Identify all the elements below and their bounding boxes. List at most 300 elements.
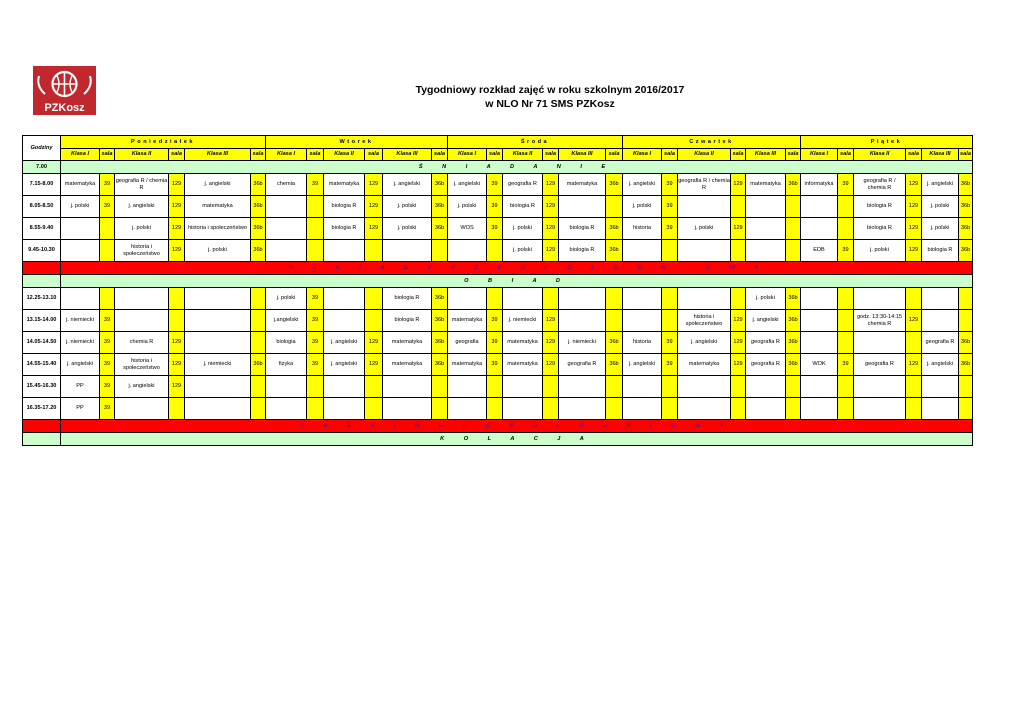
subject-cell: [922, 376, 959, 398]
class-header: Klasa II: [678, 149, 731, 161]
room-cell: 129: [169, 218, 185, 240]
room-cell: [251, 398, 266, 420]
subject-cell: j. niemiecki: [559, 332, 606, 354]
room-cell: 36b: [251, 218, 266, 240]
subject-cell: j. polski: [185, 240, 251, 262]
room-cell: [606, 288, 623, 310]
subject-cell: j. angielski: [922, 174, 959, 196]
time-cell: 7.15-8.00: [23, 174, 61, 196]
room-cell: [959, 288, 973, 310]
subject-cell: [503, 398, 543, 420]
subject-cell: WOK: [801, 354, 838, 376]
subject-cell: matematyka: [559, 174, 606, 196]
subject-cell: [559, 310, 606, 332]
band-row: [23, 433, 973, 446]
class-header: sala: [731, 149, 746, 161]
subject-cell: [801, 398, 838, 420]
room-cell: [838, 288, 854, 310]
subject-cell: biologia R: [854, 218, 906, 240]
subject-cell: j. polski: [448, 196, 487, 218]
room-cell: 39: [487, 310, 503, 332]
time-cell: [23, 433, 61, 446]
room-cell: 129: [365, 354, 383, 376]
subject-cell: historia: [623, 332, 662, 354]
room-cell: [169, 310, 185, 332]
subject-cell: [922, 398, 959, 420]
schedule-table: [22, 135, 973, 446]
room-cell: 129: [906, 174, 922, 196]
room-cell: 129: [731, 174, 746, 196]
room-cell: 36b: [432, 196, 448, 218]
band-row: [23, 420, 973, 433]
subject-cell: j. polski: [266, 288, 307, 310]
class-header: sala: [251, 149, 266, 161]
time-cell: 16.35-17.20: [23, 398, 61, 420]
subject-cell: biologia R: [324, 218, 365, 240]
room-cell: 39: [487, 332, 503, 354]
subject-cell: [266, 196, 307, 218]
room-cell: 129: [169, 354, 185, 376]
room-cell: 39: [662, 332, 678, 354]
room-cell: [307, 218, 324, 240]
room-cell: 39: [100, 376, 115, 398]
room-cell: [432, 376, 448, 398]
class-header: Klasa I: [61, 149, 100, 161]
subject-cell: j. angielski: [623, 354, 662, 376]
room-cell: 39: [838, 240, 854, 262]
subject-cell: matematyka: [383, 354, 432, 376]
training-band: T R E N I N G P O P O Ł U D N I O W Y: [61, 420, 973, 433]
subject-cell: geografia R: [559, 354, 606, 376]
room-cell: 36b: [786, 288, 801, 310]
class-header: Klasa II: [854, 149, 906, 161]
time-cell: [23, 275, 61, 288]
room-cell: 129: [543, 310, 559, 332]
class-header: sala: [365, 149, 383, 161]
room-cell: 36b: [251, 196, 266, 218]
room-cell: [906, 398, 922, 420]
subject-cell: PP: [61, 398, 100, 420]
room-cell: 36b: [959, 354, 973, 376]
room-cell: [731, 240, 746, 262]
room-cell: 39: [487, 218, 503, 240]
room-cell: [662, 240, 678, 262]
room-cell: [432, 240, 448, 262]
room-cell: [786, 218, 801, 240]
class-header: sala: [432, 149, 448, 161]
subject-cell: [623, 288, 662, 310]
subject-cell: j. polski: [922, 218, 959, 240]
day-header-2: Środa: [448, 136, 623, 149]
room-cell: [959, 310, 973, 332]
room-cell: [432, 398, 448, 420]
class-header: sala: [606, 149, 623, 161]
subject-cell: geografia R: [922, 332, 959, 354]
room-cell: [100, 288, 115, 310]
class-header: Klasa I: [801, 149, 838, 161]
room-cell: [959, 398, 973, 420]
room-cell: [838, 376, 854, 398]
subject-cell: historia i społeczeństwo: [115, 240, 169, 262]
subject-cell: [678, 240, 731, 262]
subject-cell: j. angielski: [448, 174, 487, 196]
day-header-row: [23, 136, 973, 149]
subject-cell: [623, 376, 662, 398]
room-cell: [906, 376, 922, 398]
subject-cell: biologia R: [383, 310, 432, 332]
title-line-1: Tygodniowy rozkład zajęć w roku szkolnym 2016/2017: [415, 84, 685, 96]
subject-cell: [559, 398, 606, 420]
pzkosz-logo: [33, 66, 96, 115]
time-cell: [23, 420, 61, 433]
class-header: sala: [100, 149, 115, 161]
subject-cell: [801, 332, 838, 354]
room-cell: 39: [487, 174, 503, 196]
subject-cell: [801, 310, 838, 332]
subject-cell: [324, 376, 365, 398]
room-cell: [786, 240, 801, 262]
room-cell: [307, 398, 324, 420]
room-cell: [662, 310, 678, 332]
subject-cell: [266, 398, 307, 420]
subject-cell: [185, 332, 251, 354]
subject-cell: biologia: [266, 332, 307, 354]
logo-text: PZKosz: [44, 102, 85, 114]
time-cell: 9.45-10.30: [23, 240, 61, 262]
subject-cell: [746, 240, 786, 262]
lesson-row: [23, 174, 973, 196]
subject-cell: [746, 376, 786, 398]
day-header-1: Wtorek: [266, 136, 448, 149]
subject-cell: j. angielski: [324, 332, 365, 354]
subject-cell: [623, 240, 662, 262]
room-cell: [786, 196, 801, 218]
room-cell: 36b: [606, 174, 623, 196]
room-cell: 39: [100, 398, 115, 420]
godziny-header: Godziny: [23, 136, 61, 161]
subject-cell: [678, 398, 731, 420]
subject-cell: j. polski: [503, 240, 543, 262]
subject-cell: matematyka: [503, 354, 543, 376]
subject-cell: WOS: [448, 218, 487, 240]
room-cell: 129: [731, 310, 746, 332]
subject-cell: j. angielski: [185, 174, 251, 196]
room-cell: [731, 376, 746, 398]
room-cell: 129: [906, 218, 922, 240]
subject-cell: matematyka: [746, 174, 786, 196]
subject-cell: geografia R: [746, 332, 786, 354]
subject-cell: j. angielski: [115, 196, 169, 218]
subject-cell: [115, 310, 169, 332]
room-cell: 129: [169, 196, 185, 218]
room-cell: 129: [731, 354, 746, 376]
room-cell: 129: [543, 240, 559, 262]
subject-cell: [678, 376, 731, 398]
subject-cell: geografia R / chemia R: [115, 174, 169, 196]
subject-cell: historia i społeczeństwo: [185, 218, 251, 240]
band-row: [23, 161, 973, 174]
room-cell: [100, 240, 115, 262]
subject-cell: [448, 376, 487, 398]
room-cell: 129: [731, 218, 746, 240]
room-cell: 36b: [432, 332, 448, 354]
subject-cell: j. angielski: [623, 174, 662, 196]
room-cell: 39: [307, 174, 324, 196]
meal-band: Ś N I A D A N I E: [61, 161, 973, 174]
room-cell: 39: [100, 174, 115, 196]
subject-cell: [623, 310, 662, 332]
room-cell: [959, 376, 973, 398]
time-cell: [23, 262, 61, 275]
class-header: sala: [786, 149, 801, 161]
room-cell: 129: [365, 218, 383, 240]
subject-cell: [678, 196, 731, 218]
room-cell: [365, 240, 383, 262]
room-cell: [731, 288, 746, 310]
class-header: sala: [169, 149, 185, 161]
room-cell: [906, 332, 922, 354]
room-cell: [307, 240, 324, 262]
room-cell: [365, 398, 383, 420]
class-header: Klasa III: [746, 149, 786, 161]
subject-cell: biologia R: [559, 218, 606, 240]
subject-cell: EDB: [801, 240, 838, 262]
room-cell: [731, 398, 746, 420]
room-cell: [543, 376, 559, 398]
subject-cell: [383, 398, 432, 420]
day-header-0: Poniedziałek: [61, 136, 266, 149]
subject-cell: j. niemiecki: [503, 310, 543, 332]
subject-cell: j. angielski: [324, 354, 365, 376]
subject-cell: [559, 288, 606, 310]
subject-cell: [801, 196, 838, 218]
time-cell: 14.05-14.50: [23, 332, 61, 354]
subject-cell: [185, 310, 251, 332]
subject-cell: [559, 196, 606, 218]
subject-cell: [854, 332, 906, 354]
subject-cell: [503, 376, 543, 398]
room-cell: [786, 376, 801, 398]
room-cell: 39: [307, 310, 324, 332]
subject-cell: [801, 218, 838, 240]
room-cell: 36b: [432, 288, 448, 310]
subject-cell: j. angielski: [61, 354, 100, 376]
room-cell: 36b: [606, 332, 623, 354]
subject-cell: j. polski: [678, 218, 731, 240]
subject-cell: [448, 288, 487, 310]
subject-cell: PP: [61, 376, 100, 398]
room-cell: [487, 240, 503, 262]
room-cell: 36b: [786, 310, 801, 332]
room-cell: [662, 398, 678, 420]
room-cell: [906, 288, 922, 310]
room-cell: 129: [169, 240, 185, 262]
class-header: Klasa II: [324, 149, 365, 161]
room-cell: 39: [662, 218, 678, 240]
subject-cell: biologia R: [503, 196, 543, 218]
subject-cell: [115, 398, 169, 420]
subject-cell: matematyka: [324, 174, 365, 196]
room-cell: [365, 310, 383, 332]
class-header-row: [23, 149, 973, 161]
band-row: [23, 275, 973, 288]
room-cell: [543, 288, 559, 310]
subject-cell: j. polski: [61, 196, 100, 218]
subject-cell: matematyka: [61, 174, 100, 196]
time-cell: 14.55-15.40: [23, 354, 61, 376]
subject-cell: j. polski: [115, 218, 169, 240]
subject-cell: matematyka: [185, 196, 251, 218]
time-cell: 12.25-13.10: [23, 288, 61, 310]
class-header: Klasa I: [623, 149, 662, 161]
room-cell: 36b: [432, 174, 448, 196]
subject-cell: [503, 288, 543, 310]
room-cell: [251, 310, 266, 332]
lesson-row: [23, 376, 973, 398]
subject-cell: j. polski: [623, 196, 662, 218]
room-cell: 129: [365, 174, 383, 196]
subject-cell: historia: [623, 218, 662, 240]
class-header: Klasa III: [559, 149, 606, 161]
subject-cell: historia i społeczeństwo: [115, 354, 169, 376]
room-cell: 129: [906, 240, 922, 262]
subject-cell: geografia: [448, 332, 487, 354]
subject-cell: j. angielski: [115, 376, 169, 398]
room-cell: [838, 398, 854, 420]
subject-cell: [61, 288, 100, 310]
lesson-row: [23, 240, 973, 262]
subject-cell: biologia R: [324, 196, 365, 218]
class-header: sala: [307, 149, 324, 161]
room-cell: 129: [906, 310, 922, 332]
room-cell: 36b: [959, 218, 973, 240]
subject-cell: geografia R / chemia R: [678, 174, 731, 196]
room-cell: [606, 196, 623, 218]
lesson-row: [23, 354, 973, 376]
subject-cell: matematyka: [503, 332, 543, 354]
subject-cell: matematyka: [448, 354, 487, 376]
room-cell: [307, 376, 324, 398]
subject-cell: [266, 240, 307, 262]
room-cell: 129: [543, 354, 559, 376]
subject-cell: j. niemiecki: [61, 332, 100, 354]
meal-band: O B I A D: [61, 275, 973, 288]
room-cell: 129: [169, 332, 185, 354]
room-cell: 39: [662, 174, 678, 196]
subject-cell: j. polski: [922, 196, 959, 218]
meal-band: K O L A C J A: [61, 433, 973, 446]
day-header-3: Czwartek: [623, 136, 801, 149]
room-cell: 39: [100, 354, 115, 376]
subject-cell: [448, 398, 487, 420]
band-row: [23, 262, 973, 275]
room-cell: [487, 376, 503, 398]
subject-cell: biologia R: [383, 288, 432, 310]
room-cell: [662, 376, 678, 398]
room-cell: [731, 196, 746, 218]
class-header: Klasa III: [922, 149, 959, 161]
subject-cell: chemia R: [115, 332, 169, 354]
room-cell: 129: [543, 196, 559, 218]
subject-cell: chemia: [266, 174, 307, 196]
subject-cell: [678, 288, 731, 310]
room-cell: [543, 398, 559, 420]
subject-cell: [559, 376, 606, 398]
subject-cell: geografia R: [854, 354, 906, 376]
subject-cell: [185, 376, 251, 398]
room-cell: 36b: [432, 354, 448, 376]
room-cell: [100, 218, 115, 240]
subject-cell: fizyka: [266, 354, 307, 376]
class-header: Klasa III: [185, 149, 251, 161]
room-cell: [786, 398, 801, 420]
subject-cell: [324, 398, 365, 420]
room-cell: 36b: [251, 240, 266, 262]
subject-cell: [324, 288, 365, 310]
room-cell: 36b: [786, 332, 801, 354]
subject-cell: [746, 218, 786, 240]
subject-cell: [185, 398, 251, 420]
subject-cell: [266, 376, 307, 398]
subject-cell: j. polski: [854, 240, 906, 262]
class-header: sala: [487, 149, 503, 161]
subject-cell: matematyka: [383, 332, 432, 354]
room-cell: 39: [307, 354, 324, 376]
room-cell: 129: [169, 174, 185, 196]
subject-cell: [922, 310, 959, 332]
subject-cell: [324, 310, 365, 332]
room-cell: 39: [100, 332, 115, 354]
room-cell: 129: [906, 196, 922, 218]
class-header: Klasa II: [115, 149, 169, 161]
room-cell: [251, 288, 266, 310]
subject-cell: [115, 288, 169, 310]
lesson-row: [23, 196, 973, 218]
room-cell: [606, 398, 623, 420]
room-cell: 39: [662, 196, 678, 218]
room-cell: 36b: [786, 354, 801, 376]
class-header: Klasa III: [383, 149, 432, 161]
room-cell: 39: [307, 288, 324, 310]
subject-cell: [801, 288, 838, 310]
subject-cell: [383, 240, 432, 262]
room-cell: 39: [100, 310, 115, 332]
subject-cell: [623, 398, 662, 420]
lesson-row: [23, 398, 973, 420]
room-cell: 129: [169, 376, 185, 398]
subject-cell: j. polski: [383, 218, 432, 240]
lesson-row: [23, 288, 973, 310]
room-cell: 36b: [786, 174, 801, 196]
room-cell: [169, 288, 185, 310]
subject-cell: biologia R: [854, 196, 906, 218]
subject-cell: [61, 218, 100, 240]
class-header: sala: [543, 149, 559, 161]
room-cell: 129: [543, 174, 559, 196]
room-cell: 39: [307, 332, 324, 354]
subject-cell: [383, 376, 432, 398]
subject-cell: biologia R: [559, 240, 606, 262]
room-cell: [487, 288, 503, 310]
subject-cell: [922, 288, 959, 310]
subject-cell: [746, 398, 786, 420]
room-cell: 39: [838, 174, 854, 196]
subject-cell: [448, 240, 487, 262]
class-header: Klasa I: [266, 149, 307, 161]
time-cell: 13.15-14.00: [23, 310, 61, 332]
subject-cell: historia i społeczeństwo: [678, 310, 731, 332]
subject-cell: biologia R: [922, 240, 959, 262]
